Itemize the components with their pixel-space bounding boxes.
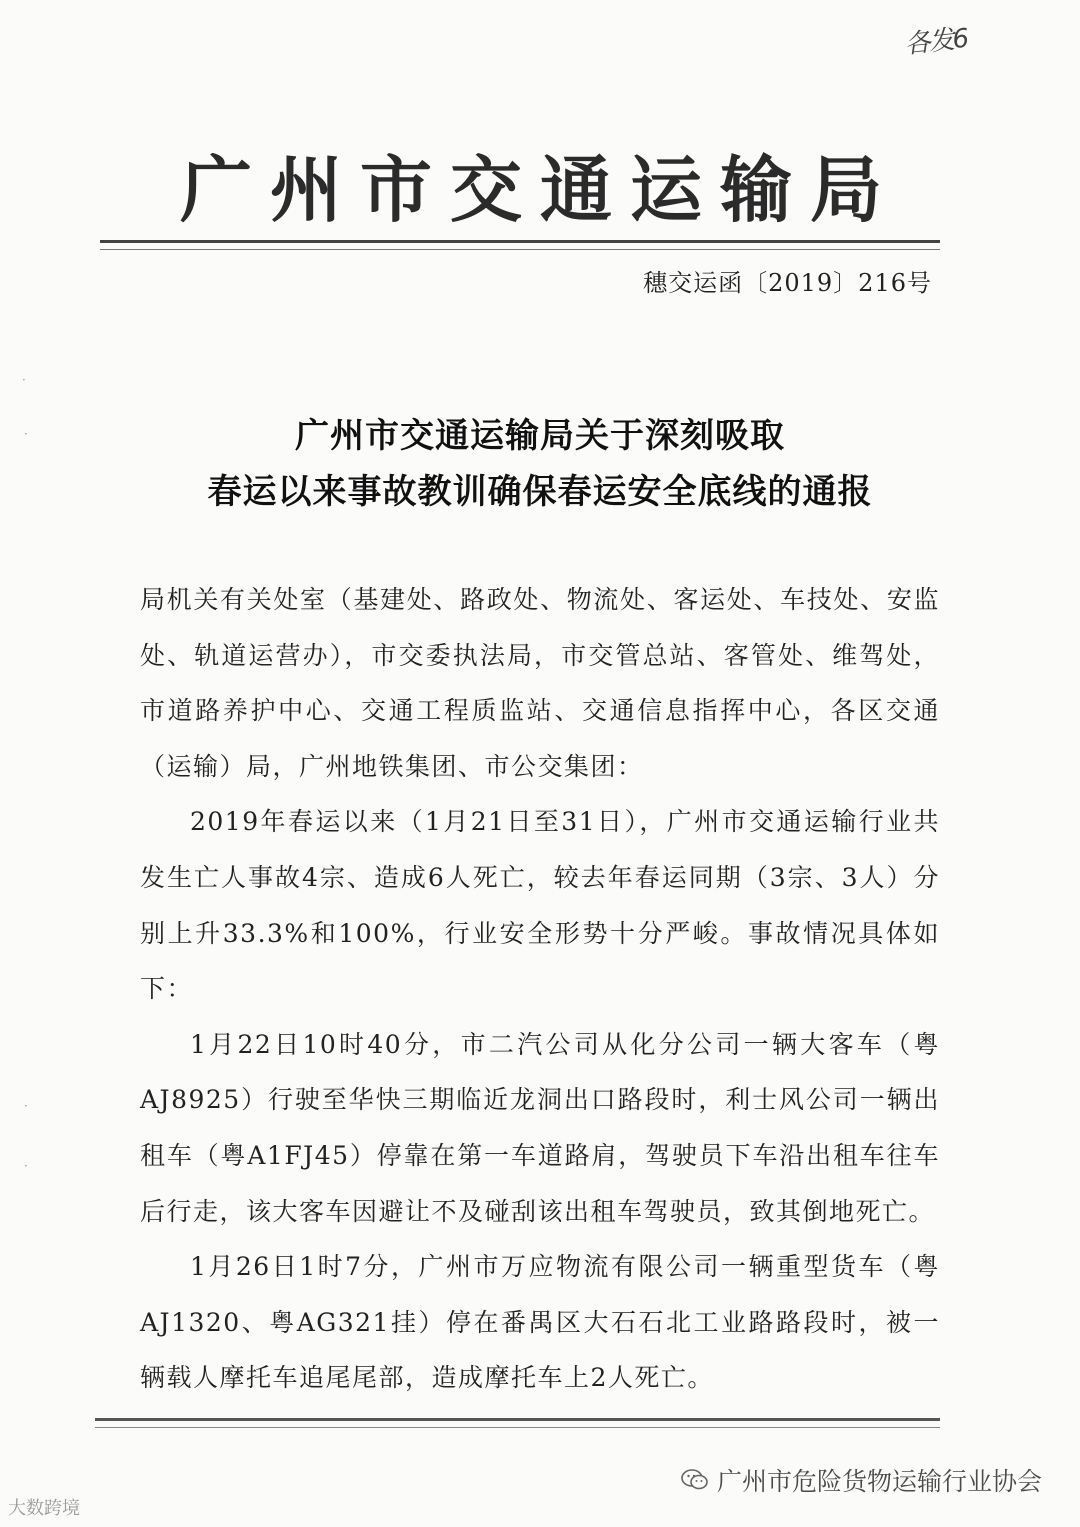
title-line-1: 广州市交通运输局关于深刻吸取 bbox=[295, 416, 785, 456]
title-line-2: 春运以来事故教训确保春运安全底线的通报 bbox=[207, 472, 873, 512]
footer-divider bbox=[95, 1418, 940, 1428]
scan-mark: · bbox=[24, 1159, 28, 1173]
document-title bbox=[100, 408, 980, 520]
summary-paragraph: 2019年春运以来（1月21日至31日），广州市交通运输行业共发生亡人事故4宗、造成6人死亡，较去年春运同期（3宗、3人）分别上升33.3%和100%，行业安全形势十分严峻。事故情况具体如下： bbox=[140, 807, 940, 1004]
incident-paragraph-2: 1月26日1时7分，广州市万应物流有限公司一辆重型货车（粤AJ1320、粤AG321挂）停在番禺区大石石北工业路路段时，被一辆载人摩托车追尾尾部，造成摩托车上2人死亡。 bbox=[140, 1252, 940, 1393]
scan-mark: · bbox=[24, 1099, 28, 1113]
scan-mark: · bbox=[24, 427, 28, 441]
letterhead-title: 广州市交通运输局 bbox=[179, 147, 900, 232]
document-number: 穗交运函〔2019〕216号 bbox=[643, 269, 932, 297]
source-watermark-left: 大数跨境 bbox=[8, 1498, 80, 1519]
handwritten-annotation: 各发6 bbox=[903, 23, 969, 61]
source-watermark-right bbox=[681, 1462, 1042, 1498]
document-body bbox=[140, 572, 940, 1406]
scan-mark: · bbox=[22, 373, 26, 387]
association-name: 广州市危险货物运输行业协会 bbox=[716, 1467, 1042, 1496]
letterhead-divider bbox=[100, 240, 940, 250]
recipients-paragraph: 局机关有关处室（基建处、路政处、物流处、客运处、车技处、安监处、轨道运营办），市交委执法局，市交管总站、客管处、维驾处，市道路养护中心、交通工程质监站、交通信息指挥中心，各区交通（运输）局，广州地铁集团、市公交集团： bbox=[140, 585, 940, 781]
wechat-icon bbox=[681, 1468, 709, 1492]
incident-paragraph-1: 1月22日10时40分，市二汽公司从化分公司一辆大客车（粤AJ8925）行驶至华快三期临近龙洞出口路段时，利士风公司一辆出租车（粤A1FJ45）停靠在第一车道路肩，驾驶员下车沿出租车往车后行走，该大客车因避让不及碰刮该出租车驾驶员，致其倒地死亡。 bbox=[140, 1029, 940, 1226]
